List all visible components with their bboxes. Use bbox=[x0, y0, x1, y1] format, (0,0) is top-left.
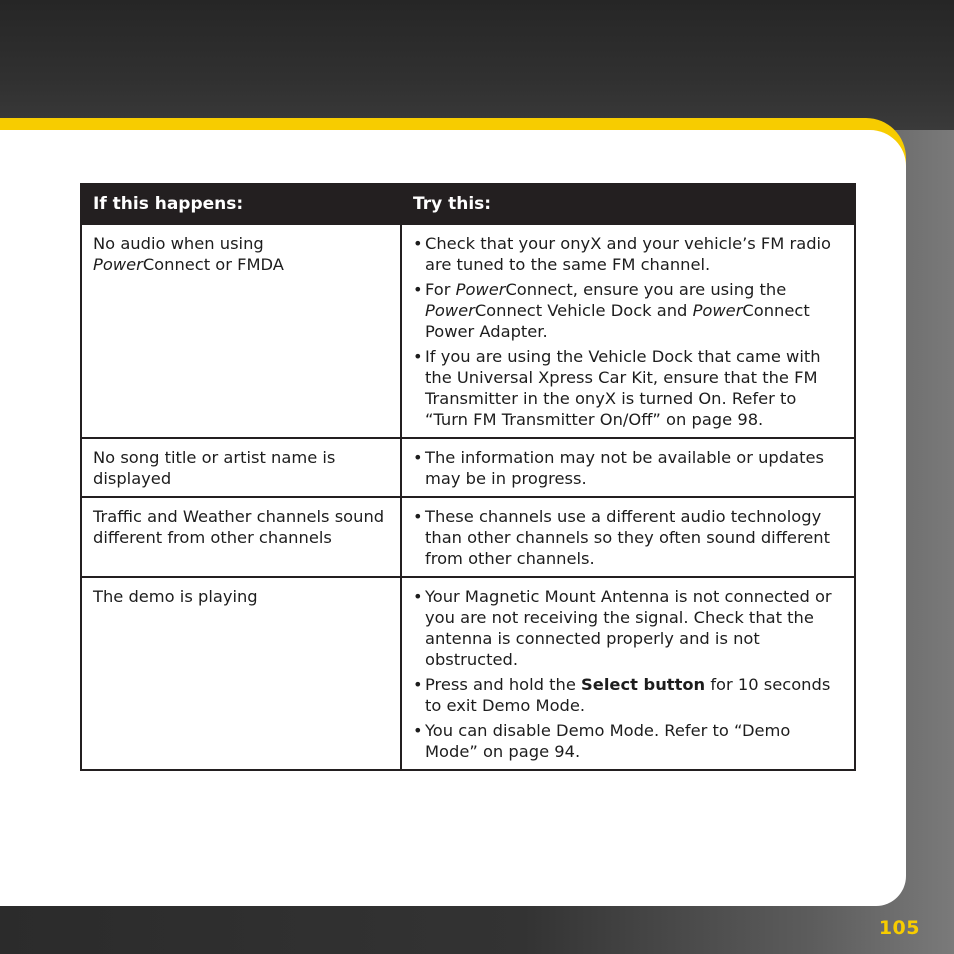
fix-cell bbox=[401, 438, 855, 497]
fix-item: • The information may not be available or updates may be in progress. bbox=[413, 447, 844, 489]
fix-item: • You can disable Demo Mode. Refer to “Demo Mode” on page 94. bbox=[413, 720, 844, 762]
header-if-this-happens: If this happens: bbox=[81, 184, 401, 224]
header-try-this: Try this: bbox=[401, 184, 855, 224]
table-row bbox=[81, 577, 855, 770]
select-button-label: Select button bbox=[581, 675, 706, 694]
issue-cell bbox=[81, 224, 401, 438]
fix-list bbox=[413, 447, 844, 489]
fix-item: • Press and hold the Select button for 10 seconds to exit Demo Mode. bbox=[413, 674, 844, 716]
table-header-row bbox=[81, 184, 855, 224]
issue-text: No audio when using bbox=[93, 234, 264, 253]
table-row bbox=[81, 497, 855, 577]
fix-item: • For PowerConnect, ensure you are using the PowerConnect Vehicle Dock and PowerConnect Power Adapter. bbox=[413, 279, 844, 342]
fix-list bbox=[413, 586, 844, 762]
fix-list bbox=[413, 233, 844, 430]
table-row bbox=[81, 438, 855, 497]
fix-item: • Your Magnetic Mount Antenna is not connected or you are not receiving the signal. Check that the antenna is connected properly and is not obstructed. bbox=[413, 586, 844, 670]
fix-item: • Check that your onyX and your vehicle’s FM radio are tuned to the same FM channel. bbox=[413, 233, 844, 275]
issue-cell: The demo is playing bbox=[81, 577, 401, 770]
power-brand: Power bbox=[692, 301, 743, 320]
fix-cell bbox=[401, 224, 855, 438]
issue-text: Connect or FMDA bbox=[142, 255, 284, 274]
fix-item: • If you are using the Vehicle Dock that came with the Universal Xpress Car Kit, ensure that the FM Transmitter in the onyX is turned On. Refer to “Turn FM Transmitter On/Off” on page 98. bbox=[413, 346, 844, 430]
fix-cell bbox=[401, 577, 855, 770]
power-brand: Power bbox=[425, 301, 475, 320]
page-number: 105 bbox=[878, 917, 920, 939]
power-brand: Power bbox=[455, 280, 506, 299]
issue-cell: Traffic and Weather channels sound different from other channels bbox=[81, 497, 401, 577]
troubleshooting-table bbox=[80, 183, 856, 771]
fix-item: • These channels use a different audio technology than other channels so they often sound different from other channels. bbox=[413, 506, 844, 569]
issue-cell: No song title or artist name is displayed bbox=[81, 438, 401, 497]
top-dark-band bbox=[0, 0, 954, 130]
fix-cell bbox=[401, 497, 855, 577]
table-row bbox=[81, 224, 855, 438]
power-brand: Power bbox=[93, 255, 143, 274]
fix-list bbox=[413, 506, 844, 569]
